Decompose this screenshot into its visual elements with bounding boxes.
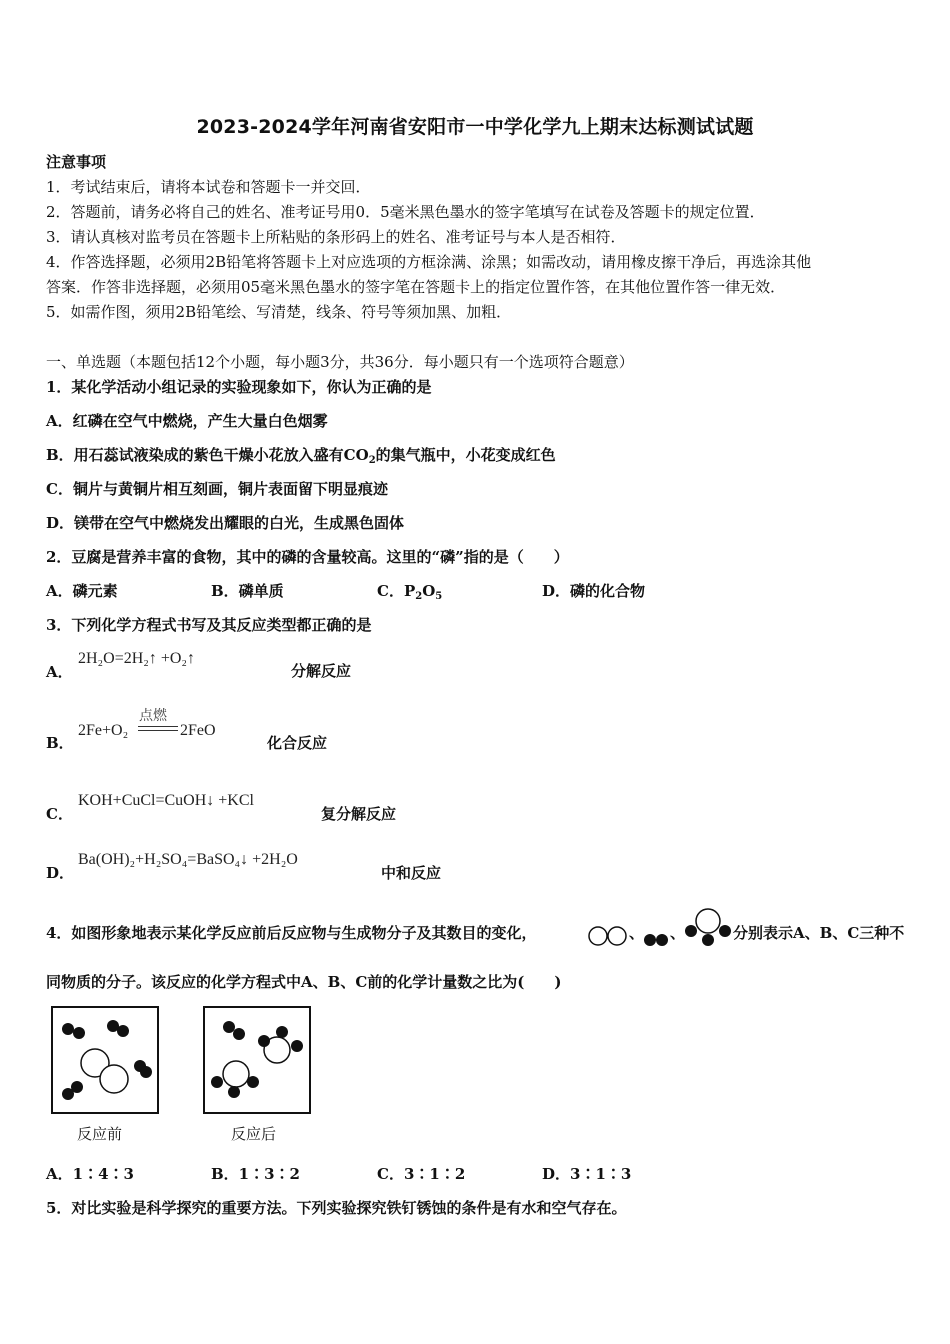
q3-option-b-label: B． xyxy=(46,734,74,752)
q2-option-c: C．$P_2O_5$ xyxy=(377,582,443,602)
q3-option-a-equation: 2H₂O=2H₂↑ +O₂↑ xyxy=(78,650,195,667)
q5-stem: 5．对比实验是科学探究的重要方法。下列实验探究铁钉锈蚀的条件是有水和空气存在。 xyxy=(46,1199,627,1217)
q2-option-d: D．磷的化合物 xyxy=(542,582,646,600)
q3-option-a-label: A． xyxy=(46,663,73,681)
notice-heading: 注意事项 xyxy=(46,153,107,171)
q3-option-d-equation: Ba(OH)₂+H₂SO₄=BaSO₄↓ +2H₂O xyxy=(78,851,298,868)
q1-option-a: A．红磷在空气中燃烧，产生大量白色烟雾 xyxy=(46,412,328,430)
q1-stem: 1．某化学活动小组记录的实验现象如下，你认为正确的是 xyxy=(46,378,432,396)
reaction-after-figure xyxy=(203,1006,313,1116)
q2-stem: 2．豆腐是营养丰富的食物，其中的磷的含量较高。这里的“磷”指的是（ ） xyxy=(46,548,569,566)
molecule-b-icon xyxy=(642,930,672,950)
q4-option-b: B．1∶3∶2 xyxy=(211,1165,300,1183)
q1-option-b: B．用石蕊试液染成的紫色干燥小花放入盛有$CO_2$的集气瓶中，小花变成红色 xyxy=(46,446,556,466)
q3-equals-line-bottom xyxy=(138,730,178,731)
q1-option-d: D．镁带在空气中燃烧发出耀眼的白光，生成黑色固体 xyxy=(46,514,405,532)
q3-option-c-label: C． xyxy=(46,805,73,823)
notice-item-2: 2．答题前，请务必将自己的姓名、准考证号用0．5毫米黑色墨水的签字笔填写在试卷及答题卡的规定位置． xyxy=(46,203,765,221)
q3-option-a-type: 分解反应 xyxy=(291,662,352,680)
notice-item-1: 1．考试结束后，请将本试卷和答题卡一并交回． xyxy=(46,178,371,196)
q4-separator-1: 、 xyxy=(629,924,645,942)
q3-equals-line-top xyxy=(138,726,178,727)
molecule-c-icon xyxy=(683,904,733,948)
q3-option-b-condition: 点燃 xyxy=(139,708,167,724)
q2-option-a: A．磷元素 xyxy=(46,582,118,600)
caption-after: 反应后 xyxy=(231,1125,277,1143)
q4-option-d: D．3∶1∶3 xyxy=(542,1165,632,1183)
reaction-before-figure xyxy=(51,1006,161,1116)
molecule-a-icon xyxy=(587,924,633,948)
q3-option-c-equation: KOH+CuCl=CuOH↓ +KCl xyxy=(78,792,254,809)
q3-option-b-type: 化合反应 xyxy=(267,734,328,752)
q4-separator-2: 、 xyxy=(670,924,686,942)
notice-item-3: 3．请认真核对监考员在答题卡上所粘贴的条形码上的姓名、准考证号与本人是否相符． xyxy=(46,228,626,246)
q4-option-a: A．1∶4∶3 xyxy=(46,1165,134,1183)
q3-stem: 3．下列化学方程式书写及其反应类型都正确的是 xyxy=(46,616,372,634)
q3-option-d-type: 中和反应 xyxy=(381,864,442,882)
q1-option-c: C．铜片与黄铜片相互刻画，铜片表面留下明显痕迹 xyxy=(46,480,388,498)
caption-before: 反应前 xyxy=(77,1125,123,1143)
notice-item-5: 5．如需作图，须用2B铅笔绘、写清楚，线条、符号等须加黑、加粗． xyxy=(46,303,512,321)
q3-option-c-type: 复分解反应 xyxy=(321,805,397,823)
page-title: 2023-2024学年河南省安阳市一中学化学九上期末达标测试试题 xyxy=(196,116,754,138)
section-heading: 一、单选题（本题包括12个小题，每小题3分，共36分．每小题只有一个选项符合题意） xyxy=(46,353,634,371)
q2-option-b: B．磷单质 xyxy=(211,582,284,600)
q4-stem: 4．如图形象地表示某化学反应前后反应物与生成物分子及其数目的变化， xyxy=(46,924,537,942)
q4-stem-end: 分别表示A、B、C三种不 xyxy=(733,924,905,942)
q3-option-d-label: D． xyxy=(46,864,75,882)
q4-stem-line2: 同物质的分子。该反应的化学方程式中A、B、C前的化学计量数之比为( ) xyxy=(46,973,562,991)
q3-option-b-eq-left: 2Fe+O₂ xyxy=(78,722,129,739)
q4-option-c: C．3∶1∶2 xyxy=(377,1165,466,1183)
q3-option-b-eq-right: 2FeO xyxy=(180,722,216,739)
notice-item-4: 4．作答选择题，必须用2B铅笔将答题卡上对应选项的方框涂满、涂黑；如需改动，请用橡皮擦干净后，再选涂其他 xyxy=(46,253,812,271)
notice-item-4-cont: 答案．作答非选择题，必须用05毫米黑色墨水的签字笔在答题卡上的指定位置作答，在其他位置作答一律无效． xyxy=(46,278,786,296)
